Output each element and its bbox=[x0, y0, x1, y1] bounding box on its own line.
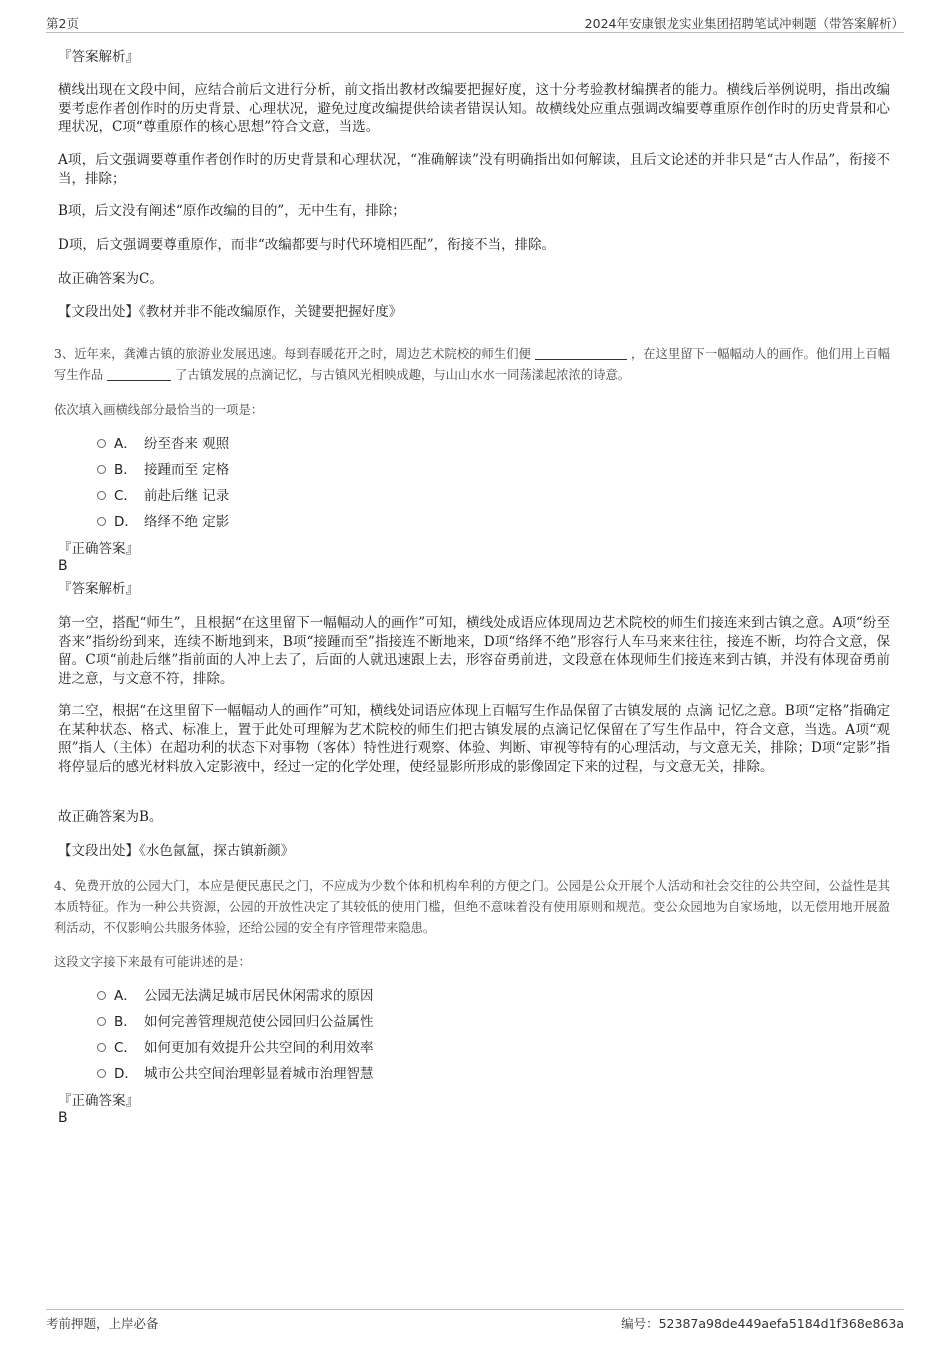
analysis-label: 『答案解析』 bbox=[58, 49, 139, 65]
question-4-stem: 4、免费开放的公园大门，本应是便民惠民之门，不应成为少数个体和机构牟利的方便之门。公园是公众开展个人活动和社会交往的公共空间，公益性是其本质特征。作为一种公共资源，公园的开放性决定了其较低的使用门槛，但绝不意味着没有使用原则和规范。变公众园地为自家场地，以无偿用地开展盈利活动，不仅影响公共服务体验，还给公园的安全有序管理带来隐患。 bbox=[54, 879, 890, 935]
page-footer bbox=[46, 1309, 904, 1334]
source-citation: 【文段出处】《教材并非不能改编原作，关键要把握好度》 bbox=[58, 304, 403, 320]
radio-icon[interactable] bbox=[97, 1017, 106, 1026]
document-title: 2024年安康银龙实业集团招聘笔试冲刺题（带答案解析） bbox=[584, 16, 904, 31]
question-3-stem: 3、近年来，龚滩古镇的旅游业发展迅速。每到春暖花开之时，周边艺术院校的师生们便 ，在这里留下一幅幅动人的画作。他们用上百幅写生作品 了古镇发展的点滴记忆，与古镇风光相映成趣，与山山水水一同荡漾起浓浓的诗意。 bbox=[54, 347, 890, 382]
analysis-paragraph: D项，后文强调要尊重原作，而非“改编都要与时代环境相匹配”，衔接不当，排除。 bbox=[58, 237, 556, 253]
radio-icon[interactable] bbox=[97, 439, 106, 448]
option-c[interactable]: C． 前赴后继 记录 bbox=[97, 487, 229, 505]
question-3-prompt: 依次填入画横线部分最恰当的一项是： bbox=[54, 403, 264, 417]
analysis-label: 『答案解析』 bbox=[58, 581, 139, 597]
analysis-paragraph: A项，后文强调要尊重作者创作时的历史背景和心理状况，“准确解读”没有明确指出如何解读，且后文论述的并非只是“古人作品”，衔接不当，排除； bbox=[58, 152, 890, 187]
radio-icon[interactable] bbox=[97, 1069, 106, 1078]
correct-answer-label: 『正确答案』 bbox=[58, 1093, 139, 1109]
correct-answer: B bbox=[58, 558, 68, 574]
radio-icon[interactable] bbox=[97, 465, 106, 474]
option-d[interactable]: D． 城市公共空间治理彰显着城市治理智慧 bbox=[97, 1065, 374, 1083]
radio-icon[interactable] bbox=[97, 517, 106, 526]
radio-icon[interactable] bbox=[97, 991, 106, 1000]
correct-answer: B bbox=[58, 1110, 68, 1126]
page-number: 第2页 bbox=[46, 16, 79, 31]
option-d[interactable]: D． 络绎不绝 定影 bbox=[97, 513, 229, 531]
footer-slogan: 考前押题，上岸必备 bbox=[46, 1316, 159, 1331]
analysis-paragraph: 横线出现在文段中间，应结合前后文进行分析，前文指出教材改编要把握好度，这十分考验教材编撰者的能力。横线后举例说明，指出改编要考虑作者创作时的历史背景、心理状况，避免过度改编提供给读者错误认知。故横线处应重点强调改编要尊重原作创作时的历史背景和心理状况，C项“尊重原作的核心思想”符合文意，当选。 bbox=[58, 82, 890, 135]
correct-answer-label: 『正确答案』 bbox=[58, 541, 139, 557]
analysis-paragraph: 第一空，搭配“师生”，且根据“在这里留下一幅幅动人的画作”可知，横线处成语应体现周边艺术院校的师生们接连来到古镇之意。A项“纷至沓来”指纷纷到来，连续不断地到来，B项“接踵而至”指接连不断地来，D项“络绎不绝”形容行人车马来来往往，接连不断，均符合文意，保留。C项“前赴后继”指前面的人冲上去了，后面的人就迅速跟上去，形容奋勇前进，文段意在体现师生们接连来到古镇，并没有体现奋勇前进之意，与文意不符，排除。 bbox=[58, 615, 890, 687]
page-header bbox=[46, 14, 904, 33]
option-a[interactable]: A． 纷至沓来 观照 bbox=[97, 435, 229, 453]
fill-blank bbox=[535, 345, 627, 360]
question-4-prompt: 这段文字接下来最有可能讲述的是： bbox=[54, 955, 251, 969]
radio-icon[interactable] bbox=[97, 1043, 106, 1052]
radio-icon[interactable] bbox=[97, 491, 106, 500]
source-citation: 【文段出处】《水色氤氲，探古镇新颜》 bbox=[58, 843, 295, 859]
fill-blank bbox=[107, 366, 171, 381]
analysis-paragraph: B项，后文没有阐述“原作改编的目的”，无中生有，排除； bbox=[58, 203, 406, 219]
conclusion: 故正确答案为C。 bbox=[58, 271, 163, 287]
conclusion: 故正确答案为B。 bbox=[58, 809, 163, 825]
option-b[interactable]: B． 接踵而至 定格 bbox=[97, 461, 229, 479]
option-a[interactable]: A． 公园无法满足城市居民休闲需求的原因 bbox=[97, 987, 374, 1005]
option-c[interactable]: C． 如何更加有效提升公共空间的利用效率 bbox=[97, 1039, 374, 1057]
analysis-paragraph: 第二空，根据“在这里留下一幅幅动人的画作”可知，横线处词语应体现上百幅写生作品保留了古镇发展的 点滴 记忆之意。B项“定格”指确定在某种状态、格式、标准上，置于此处可理解为艺术院校的师生们把古镇发展的点滴记忆保留在了写生作品中，符合文意，当选。A项“观照”指人（主体）在超功利的状态下对事物（客体）特性进行观察、体验、判断、审视等特有的心理活动，与文意无关，排除；D项“定影”指将停显后的感光材料放入定影液中，经过一定的化学处理，使经显影所形成的影像固定下来的过程，与文意无关，排除。 bbox=[58, 703, 890, 775]
option-b[interactable]: B． 如何完善管理规范使公园回归公益属性 bbox=[97, 1013, 374, 1031]
document-id: 编号：52387a98de449aefa5184d1f368e863a bbox=[621, 1316, 904, 1331]
